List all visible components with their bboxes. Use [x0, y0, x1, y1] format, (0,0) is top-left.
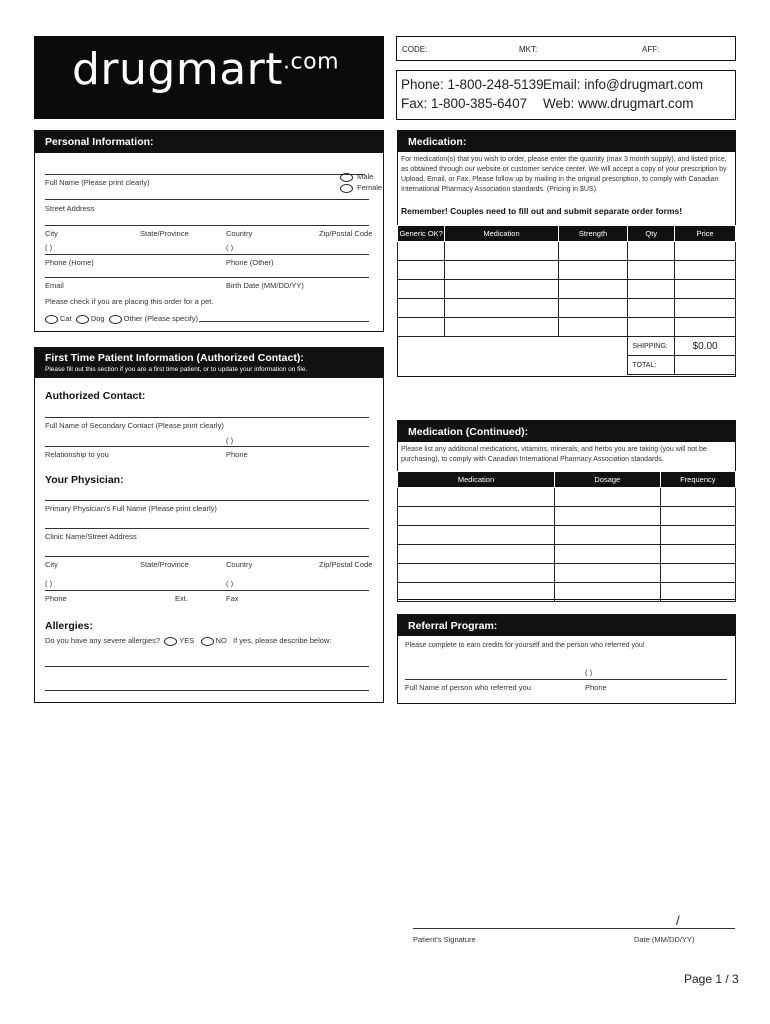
signature-label: Patient's Signature — [413, 935, 476, 944]
medication-continued-header: Medication (Continued): — [398, 421, 735, 442]
web-address: Web: www.drugmart.com — [543, 96, 694, 111]
referral-phone-label: Phone — [585, 683, 607, 692]
col-frequency: Frequency — [660, 472, 735, 488]
city-label: City — [45, 229, 58, 238]
state-label: State/Province — [140, 229, 189, 238]
table-row[interactable] — [398, 507, 736, 526]
referral-section — [397, 614, 736, 704]
allergies-line-1[interactable] — [45, 666, 369, 667]
personal-info-header: Personal Information: — [35, 131, 383, 153]
medication-continued-section — [397, 420, 736, 600]
ext-label: Ext. — [175, 594, 188, 603]
pet-options — [45, 314, 198, 324]
first-time-section — [34, 347, 384, 703]
table-row[interactable] — [398, 280, 736, 299]
physician-heading: Your Physician: — [45, 474, 124, 486]
aff-label: AFF: — [642, 45, 660, 54]
no-label: NO — [215, 636, 227, 645]
allergies-heading: Allergies: — [45, 620, 93, 632]
physician-city-label: City — [45, 560, 58, 569]
relationship-field[interactable] — [45, 446, 369, 447]
authorized-contact-heading: Authorized Contact: — [45, 390, 146, 402]
phone-home-label: Phone (Home) — [45, 258, 94, 267]
code-label: CODE: — [402, 45, 428, 54]
physician-name-field[interactable] — [45, 500, 369, 501]
signature-line[interactable] — [413, 928, 735, 929]
dog-label: Dog — [90, 314, 105, 323]
phone-number: Phone: 1-800-248-5139 — [401, 77, 544, 92]
contact-box — [396, 70, 736, 120]
page-number: Page 1 / 3 — [684, 972, 739, 986]
relationship-label: Relationship to you — [45, 450, 109, 459]
shipping-row — [398, 337, 736, 356]
female-label: Female — [357, 183, 383, 192]
shipping-label: SHIPPING: — [628, 337, 675, 356]
logo-suffix: .com — [283, 49, 339, 75]
cat-radio-icon[interactable] — [45, 315, 58, 324]
medication-continued-description: Please list any additional medications, vitamins, minerals, and herbs you are taking (you will not be purchasing), to comply with Canadian International Pharmacy Association standards. — [401, 446, 707, 463]
date-slash: / — [676, 913, 680, 928]
physician-fax-paren: ( ) — [226, 579, 234, 588]
fax-number: Fax: 1-800-385-6407 — [401, 96, 528, 111]
col-medication-cont: Medication — [398, 472, 555, 488]
other-pet-label: Other (Please specify) — [123, 314, 198, 323]
referral-name-label: Full Name of person who referred you — [405, 683, 531, 692]
birth-date-label: Birth Date (MM/DD/YY) — [226, 281, 304, 290]
total-value[interactable] — [675, 356, 736, 375]
total-row — [398, 356, 736, 375]
physician-city-field[interactable] — [45, 556, 369, 557]
other-pet-field[interactable] — [199, 321, 369, 322]
email-field[interactable] — [45, 277, 369, 278]
code-bar — [396, 36, 736, 61]
street-field[interactable] — [45, 199, 369, 200]
country-label: Country — [226, 229, 253, 238]
physician-zip-label: Zip/Postal Code — [319, 560, 373, 569]
col-price: Price — [675, 226, 736, 242]
allergies-question — [45, 636, 331, 646]
table-row[interactable] — [398, 242, 736, 261]
physician-phone-paren: ( ) — [45, 579, 53, 588]
table-row[interactable] — [398, 299, 736, 318]
auth-phone-paren: ( ) — [226, 436, 234, 445]
email-label: Email — [45, 281, 64, 290]
referral-header: Referral Program: — [398, 615, 735, 636]
referral-field[interactable] — [405, 679, 727, 680]
col-qty: Qty — [628, 226, 675, 242]
allergies-question-text: Do you have any severe allergies? — [45, 636, 161, 645]
medication-header: Medication: — [398, 131, 735, 152]
first-time-title: First Time Patient Information (Authorized Contact): — [45, 352, 304, 364]
referral-phone-paren: ( ) — [585, 668, 593, 677]
other-radio-icon[interactable] — [109, 315, 122, 324]
col-strength: Strength — [558, 226, 628, 242]
medication-description: For medication(s) that you wish to order, please enter the quantity (max 3 month supply), and listed price, as obtained through our website or customer service center. We will accept a copy of your prescription by Upload, Email, or Fax. Please follow up by mailing in the original prescription, to comply with Canadian International Pharmacy Association standards. (Pricing in $US). — [401, 156, 727, 193]
dog-radio-icon[interactable] — [76, 315, 89, 324]
table-row[interactable] — [398, 583, 736, 602]
table-row[interactable] — [398, 545, 736, 564]
physician-country-label: Country — [226, 560, 253, 569]
phone-home-paren: ( ) — [45, 243, 53, 252]
date-label: Date (MM/DD/YY) — [634, 935, 695, 944]
secondary-contact-label: Full Name of Secondary Contact (Please print clearly) — [45, 421, 224, 430]
pet-note: Please check if you are placing this order for a pet. — [45, 297, 214, 306]
referral-description: Please complete to earn credits for yourself and the person who referred you! — [405, 642, 645, 649]
full-name-field[interactable] — [45, 174, 365, 175]
logo — [34, 36, 384, 119]
physician-phone-field[interactable] — [45, 590, 369, 591]
female-option[interactable] — [340, 183, 382, 193]
phone-other-label: Phone (Other) — [226, 258, 274, 267]
table-row[interactable] — [398, 526, 736, 545]
city-field[interactable] — [45, 225, 369, 226]
female-radio-icon[interactable] — [340, 184, 353, 193]
male-radio-icon[interactable] — [340, 173, 353, 182]
full-name-label: Full Name (Please print clearly) — [45, 178, 150, 187]
no-radio-icon[interactable] — [201, 637, 214, 646]
medication-continued-table — [397, 471, 736, 602]
yes-radio-icon[interactable] — [164, 637, 177, 646]
allergies-describe: If yes, please describe below: — [233, 636, 332, 645]
physician-name-label: Primary Physician's Full Name (Please print clearly) — [45, 504, 217, 513]
physician-state-label: State/Province — [140, 560, 189, 569]
remember-note: Remember! Couples need to fill out and submit separate order forms! — [401, 206, 683, 216]
clinic-field[interactable] — [45, 528, 369, 529]
mkt-label: MKT: — [519, 45, 538, 54]
yes-label: YES — [179, 636, 195, 645]
medication-table — [397, 225, 736, 375]
col-dosage: Dosage — [554, 472, 660, 488]
total-label: TOTAL: — [628, 356, 675, 375]
male-label: Male — [357, 172, 374, 181]
shipping-value: $0.00 — [675, 337, 736, 356]
email-address: Email: info@drugmart.com — [543, 77, 704, 92]
logo-name: drugmart — [72, 44, 284, 95]
male-option[interactable] — [340, 172, 373, 182]
table-row[interactable] — [398, 318, 736, 337]
table-row[interactable] — [398, 564, 736, 583]
table-row[interactable] — [398, 261, 736, 280]
first-time-subtitle: Please fill out this section if you are a first time patient, or to update your information on file. — [45, 366, 308, 373]
first-time-header — [35, 348, 383, 378]
cat-label: Cat — [60, 314, 72, 323]
medication-section — [397, 130, 736, 377]
table-row[interactable] — [398, 488, 736, 507]
zip-label: Zip/Postal Code — [319, 229, 373, 238]
auth-phone-label: Phone — [226, 450, 248, 459]
phone-other-paren: ( ) — [226, 243, 234, 252]
secondary-contact-field[interactable] — [45, 417, 369, 418]
physician-phone-label: Phone — [45, 594, 67, 603]
clinic-label: Clinic Name/Street Address — [45, 532, 137, 541]
street-label: Street Address — [45, 204, 95, 213]
personal-info-section — [34, 130, 384, 332]
col-generic: Generic OK? — [398, 226, 445, 242]
fax-label: Fax — [226, 594, 239, 603]
col-medication: Medication — [445, 226, 558, 242]
allergies-line-2[interactable] — [45, 690, 369, 691]
phone-field[interactable] — [45, 254, 369, 255]
